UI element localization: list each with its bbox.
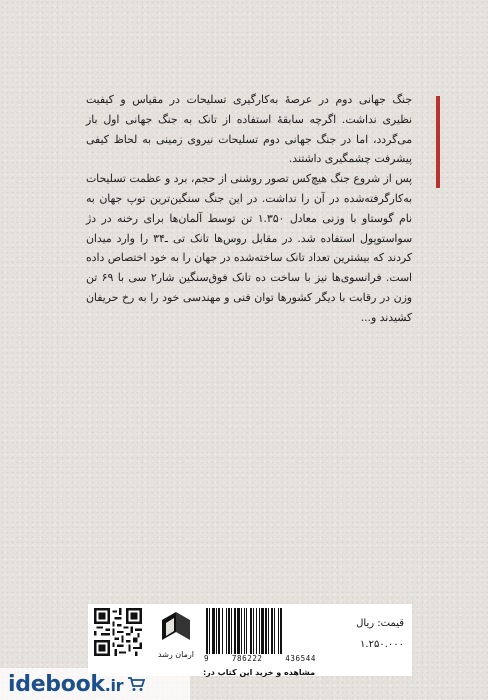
buy-online-label: مشاهده و خرید این کتاب در:	[202, 668, 316, 677]
isbn-barcode	[204, 608, 316, 662]
watermark[interactable]	[0, 668, 230, 700]
barcode-digit-group-1: 786222	[231, 654, 263, 663]
barcode-digit-group-2: 436544	[285, 654, 316, 663]
publisher-leaf-icon	[156, 608, 196, 648]
shopping-cart-icon	[127, 676, 145, 692]
paragraph-1: جنگ جهانی دوم در عرصهٔ به‌کارگیری تسلیحات در مقیاس و کیفیت نظیری نداشت. اگرچه سابقهٔ استفاده از تانک به جنگ جهانی اول باز می‌گردد، اما در جنگ جهانی دوم تسلیحات نیروی زمینی به لحاظ کیفی پیشرفت چشمگیری داشتند.	[86, 93, 412, 166]
accent-bar	[436, 96, 440, 188]
barcode-bars	[204, 608, 316, 654]
paragraph-2: پس از شروع جنگ هیچ‌کس تصور روشنی از حجم، برد و عظمت تسلیحات به‌کارگرفته‌شده در آن را نداشت. در این جنگ سنگین‌ترین توپ جهان به نام گوستاو با وزنی معادل ۱.۳۵۰ تن توسط آلمان‌ها برای رخنه در دژ سواستوپول استفاده شد. در مقابل روس‌ها تانک تی ـ۳۴ را وارد میدان کردند که بیشترین تعداد تانک ساخته‌شده در جهان را به خود اختصاص داده است. فرانسوی‌ها نیز با ساخت ده تانک فوق‌سنگین شار۲ سی با ۶۹ تن وزن در رقابت با دیگر کشورها توان فنی و مهندسی خود را به رخ حریفان کشیدند و...	[86, 172, 412, 324]
qr-code-icon[interactable]	[94, 608, 142, 656]
price-value: ۱.۲۵۰.۰۰۰	[360, 639, 404, 650]
price-box	[318, 612, 404, 668]
watermark-text	[8, 672, 123, 697]
barcode-digit-first: 9	[204, 654, 210, 663]
price-label: قیمت: ریال	[356, 618, 404, 629]
barcode-digits	[204, 654, 316, 663]
back-cover-text	[86, 90, 412, 328]
watermark-suffix: .ir	[104, 675, 124, 695]
publisher-logo	[150, 608, 202, 670]
watermark-brand: idebook	[8, 671, 105, 697]
publisher-name: ارمان رشد	[158, 650, 194, 659]
